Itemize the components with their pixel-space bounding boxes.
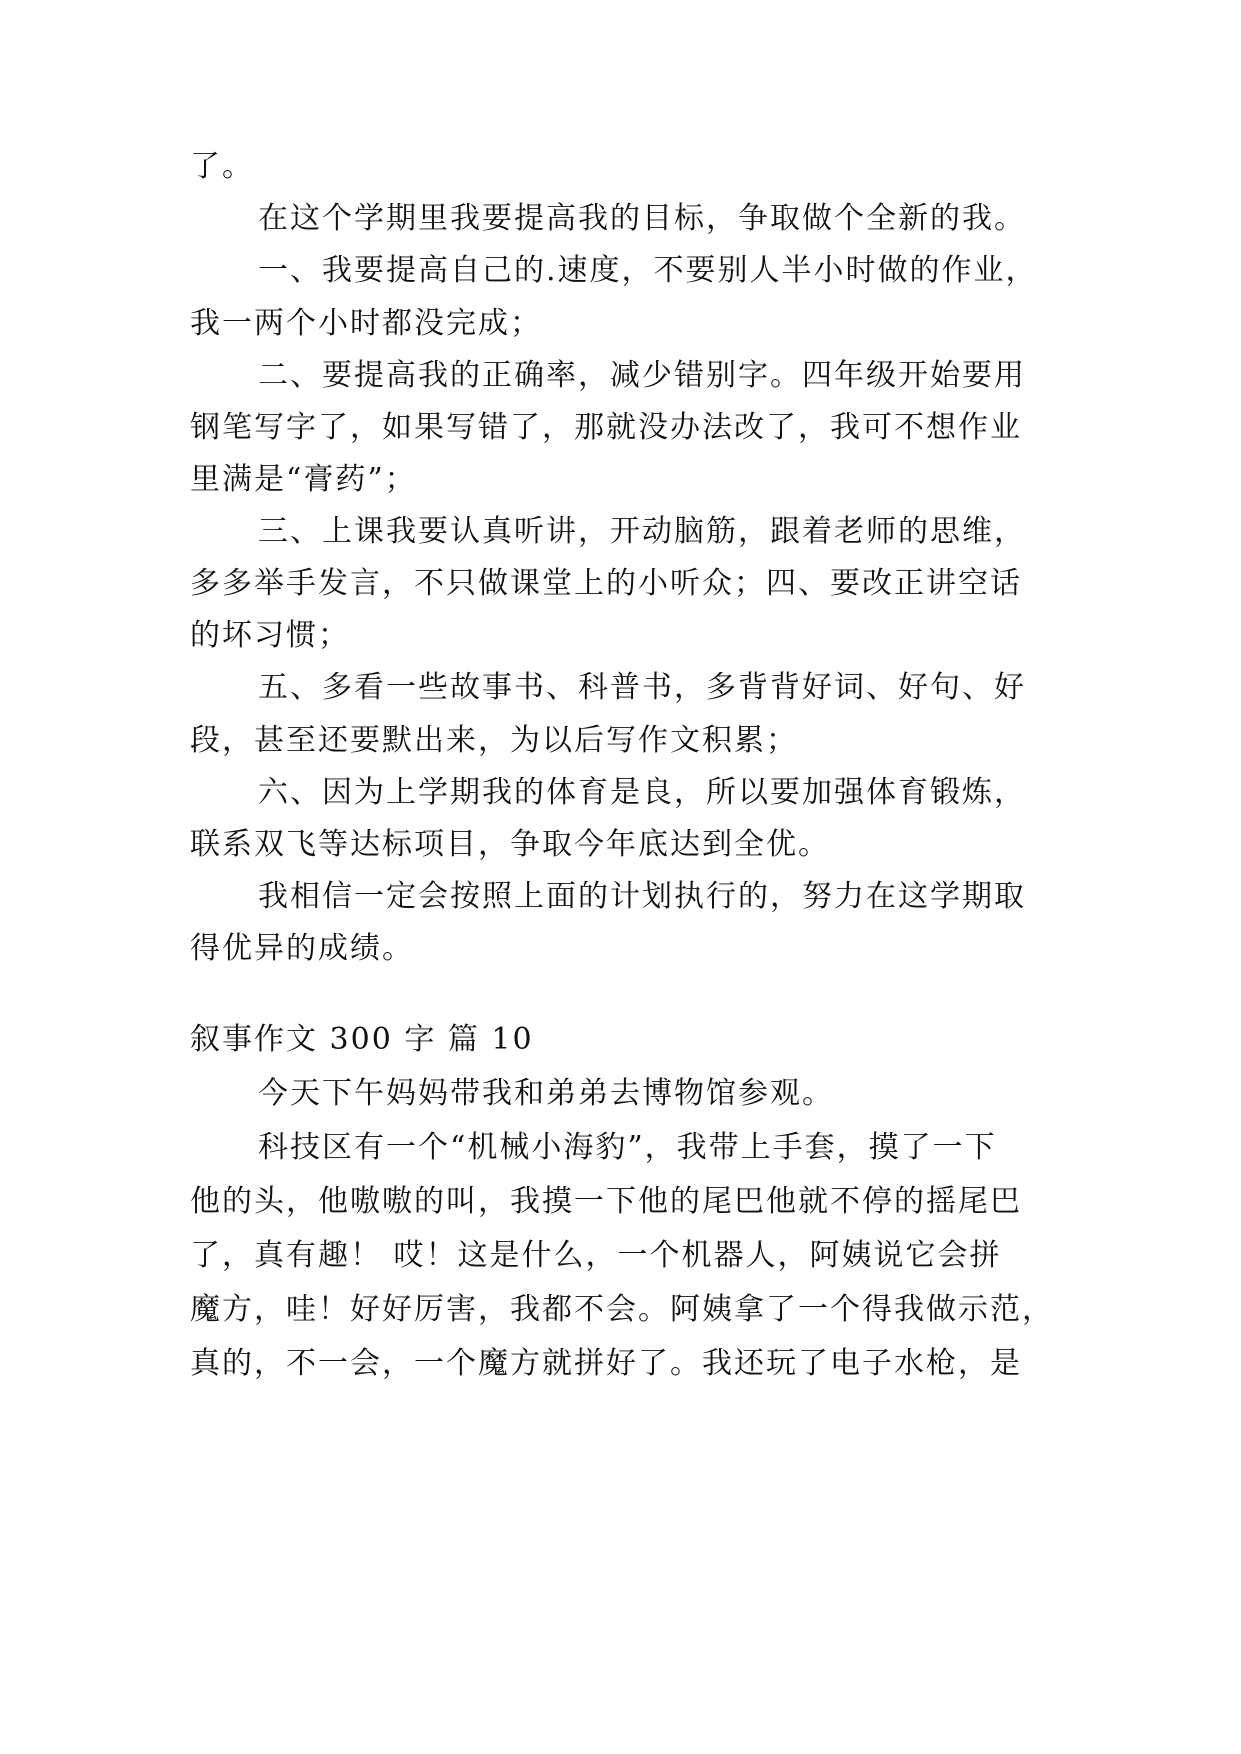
text-line: 他的头，他嗷嗷的叫，我摸一下他的尾巴他就不停的摇尾巴 (190, 1184, 1022, 1219)
paragraph-first-line: 我相信一定会按照上面的计划执行的，努力在这学期取 (258, 879, 1026, 914)
text-line: 里满是“膏药”； (190, 462, 417, 497)
text-line: 联系双飞等达标项目，争取今年底达到全优。 (190, 827, 830, 862)
paragraph-first-line: 五、多看一些故事书、科普书，多背背好词、好句、好 (258, 670, 1026, 705)
section-heading: 叙事作文 300 字 篇 10 (190, 1022, 534, 1057)
text-line: 多多举手发言，不只做课堂上的小听众；四、要改正讲空话 (190, 566, 1022, 601)
text-line: 钢笔写字了，如果写错了，那就没办法改了，我可不想作业 (190, 410, 1022, 445)
text-line: 的坏习惯； (190, 618, 350, 653)
paragraph-first-line: 三、上课我要认真听讲，开动脑筋，跟着老师的思维， (258, 514, 1026, 549)
paragraph-first-line: 在这个学期里我要提高我的目标，争取做个全新的我。 (258, 201, 1026, 236)
text-line: 段，甚至还要默出来，为以后写作文积累； (190, 723, 798, 758)
text-line: 我一两个小时都没完成； (190, 306, 542, 341)
text-line: 魔方，哇！好好厉害，我都不会。阿姨拿了一个得我做示范， (190, 1292, 1054, 1327)
paragraph-first-line: 二、要提高我的正确率，减少错别字。四年级开始要用 (258, 358, 1026, 393)
text-line: 了。 (190, 149, 254, 184)
paragraph-first-line: 一、我要提高自己的.速度，不要别人半小时做的作业， (258, 253, 1038, 288)
paragraph-first-line: 今天下午妈妈带我和弟弟去博物馆参观。 (258, 1076, 834, 1111)
text-line: 真的，不一会，一个魔方就拼好了。我还玩了电子水枪，是 (190, 1346, 1022, 1381)
text-line: 得优异的成绩。 (190, 931, 414, 966)
text-line: 了，真有趣！ 哎！这是什么，一个机器人，阿姨说它会拼 (190, 1238, 1002, 1273)
paragraph-first-line: 科技区有一个“机械小海豹”，我带上手套，摸了一下 (258, 1130, 997, 1165)
paragraph-first-line: 六、因为上学期我的体育是良，所以要加强体育锻炼， (258, 775, 1026, 810)
